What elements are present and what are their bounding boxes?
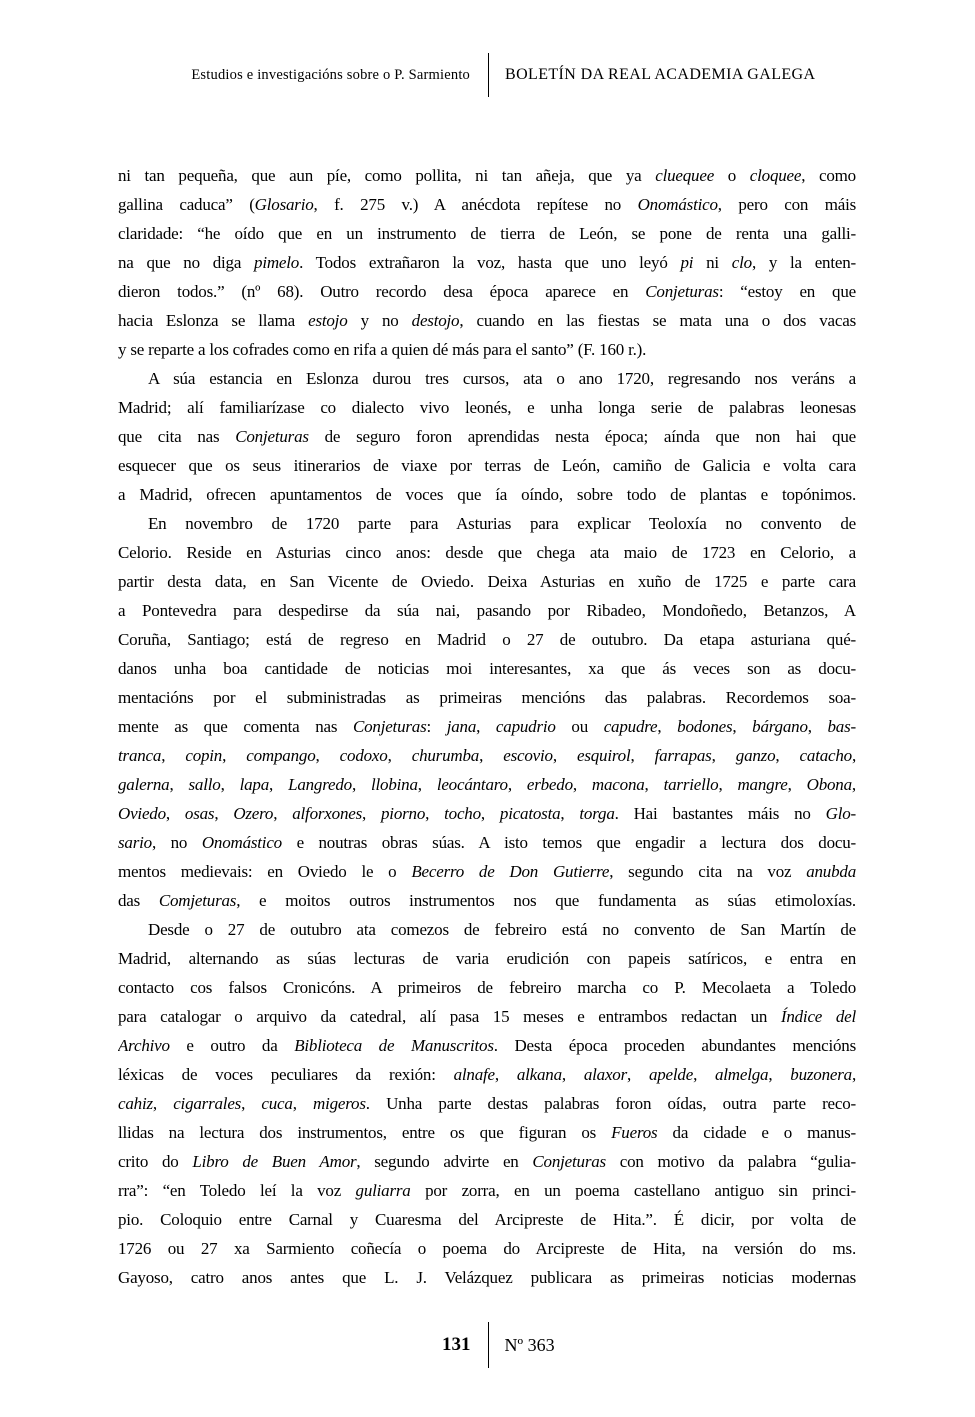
text-line: dieron todos.” (nº 68). Outro recordo desa época aparece en Conjeturas: “estoy en que [118, 282, 856, 301]
text-line: crito do Libro de Buen Amor, segundo advirte en Conjeturas con motivo da palabra “gulia- [118, 1152, 856, 1171]
text-line: rra”: “en Toledo leí la voz guliarra por zorra, en un poema castellano antiguo sin princi- [118, 1181, 856, 1200]
page-number: 131 [442, 1334, 471, 1355]
header-right-title: BOLETÍN DA REAL ACADEMIA GALEGA [505, 66, 816, 83]
text-line: a Madrid, ofrecen apuntamentos de voces que ía oíndo, sobre todo de plantas e topónimos. [118, 485, 856, 504]
text-line: 1726 ou 27 xa Sarmiento coñecía o poema do Arcipreste de Hita, na versión do ms. [118, 1239, 856, 1258]
text-line: cahiz, cigarrales, cuca, migeros. Unha parte destas palabras foron oídas, outra parte reco- [118, 1094, 856, 1113]
header-left-title: Estudios e investigacións sobre o P. Sarmiento [191, 66, 470, 83]
issue-number: Nº 363 [504, 1334, 555, 1355]
text-line: gallina caduca” (Glosario, f. 275 v.) A anécdota repítese no Onomástico, pero con máis [118, 195, 856, 214]
text-line: mente as que comenta nas Conjeturas: jana, capudrio ou capudre, bodones, bárgano, bas- [118, 717, 856, 736]
text-line: partir desta data, en San Vicente de Oviedo. Deixa Asturias en xuño de 1725 e parte cara [118, 572, 856, 591]
text-line: mentacións por el subministradas as primeiras mencións das palabras. Recordemos soa- [118, 688, 856, 707]
text-line: das Comjeturas, e moitos outros instrumentos nos que fundamenta as súas etimoloxías. [118, 891, 856, 910]
text-line: Gayoso, catro anos antes que L. J. Velázquez publicara as primeiras noticias modernas [118, 1268, 856, 1287]
text-line: llidas na lectura dos instrumentos, entre os que figuran os Fueros da cidade e o manus- [118, 1123, 856, 1142]
text-line: Oviedo, osas, Ozero, alforxones, piorno, tocho, picatosta, torga. Hai bastantes máis no Glo- [118, 804, 856, 823]
text-line: Madrid; alí familiarízase co dialecto vivo leonés, e unha longa serie de palabras leonesas [118, 398, 856, 417]
text-line: a Pontevedra para despedirse da súa nai, pasando por Ribadeo, Mondoñedo, Betanzos, A [118, 601, 856, 620]
page-footer [0, 1322, 975, 1368]
text-line: esquecer que os seus itinerarios de viaxe por terras de León, camiño de Galicia e volta cara [118, 456, 856, 475]
text-line: ni tan pequeña, que aun píe, como pollita, ni tan añeja, que ya cluequee o cloquee, como [118, 166, 856, 185]
text-line: tranca, copin, compango, codoxo, churumba, escovio, esquirol, farrapas, ganzo, catacho, [118, 746, 856, 765]
text-line: En novembro de 1720 parte para Asturias para explicar Teoloxía no convento de [148, 514, 856, 533]
text-line: danos unha boa cantidade de noticias moi interesantes, xa que ás veces son as docu- [118, 659, 856, 678]
body-text [118, 161, 856, 1292]
text-line: mentos medievais: en Oviedo le o Becerro de Don Gutierre, segundo cita na voz anubda [118, 862, 856, 881]
text-line: pio. Coloquio entre Carnal y Cuaresma del Arcipreste de Hita.”. É dicir, por volta de [118, 1210, 856, 1229]
text-line: y se reparte a los cofrades como en rifa a quien dé más para el santo” (F. 160 r.). [118, 340, 647, 359]
text-line: Madrid, alternando as súas lecturas de varia erudición con papeis satíricos, e entra en [118, 949, 856, 968]
text-line: Desde o 27 de outubro ata comezos de febreiro está no convento de San Martín de [148, 920, 856, 939]
text-line: sario, no Onomástico e noutras obras súas. A isto temos que engadir a lectura dos docu- [118, 833, 856, 852]
text-line: contacto cos falsos Cronicóns. A primeiros de febreiro marcha co P. Mecolaeta a Toledo [118, 978, 856, 997]
text-line: Coruña, Santiago; está de regreso en Madrid o 27 de outubro. Da etapa asturiana qué- [118, 630, 856, 649]
text-line: que cita nas Conjeturas de seguro foron aprendidas nesta época; aínda que non hai que [118, 427, 856, 446]
text-line: Celorio. Reside en Asturias cinco anos: desde que chega ata maio de 1723 en Celorio, a [118, 543, 856, 562]
text-line: A súa estancia en Eslonza durou tres cursos, ata o ano 1720, regresando nos veráns a [148, 369, 856, 388]
text-line: Archivo e outro da Biblioteca de Manuscritos. Desta época proceden abundantes mencións [118, 1036, 856, 1055]
text-line: na que no diga pimelo. Todos extrañaron la voz, hasta que uno leyó pi ni clo, y la enten- [118, 253, 856, 272]
text-line: galerna, sallo, lapa, Langredo, llobina, leocántaro, erbedo, macona, tarriello, mangre, Obona, [118, 775, 856, 794]
running-header [0, 53, 975, 97]
text-line: léxicas de voces peculiares da rexión: alnafe, alkana, alaxor, apelde, almelga, buzonera, [118, 1065, 856, 1084]
text-line: claridade: “he oído que en un instrumento de tierra de León, se pone de renta una galli- [118, 224, 856, 243]
text-line: para catalogar o arquivo da catedral, alí pasa 15 meses e entrambos redactan un Índice del [118, 1007, 856, 1026]
text-line: hacia Eslonza se llama estojo y no destojo, cuando en las fiestas se mata una o dos vacas [118, 311, 856, 330]
